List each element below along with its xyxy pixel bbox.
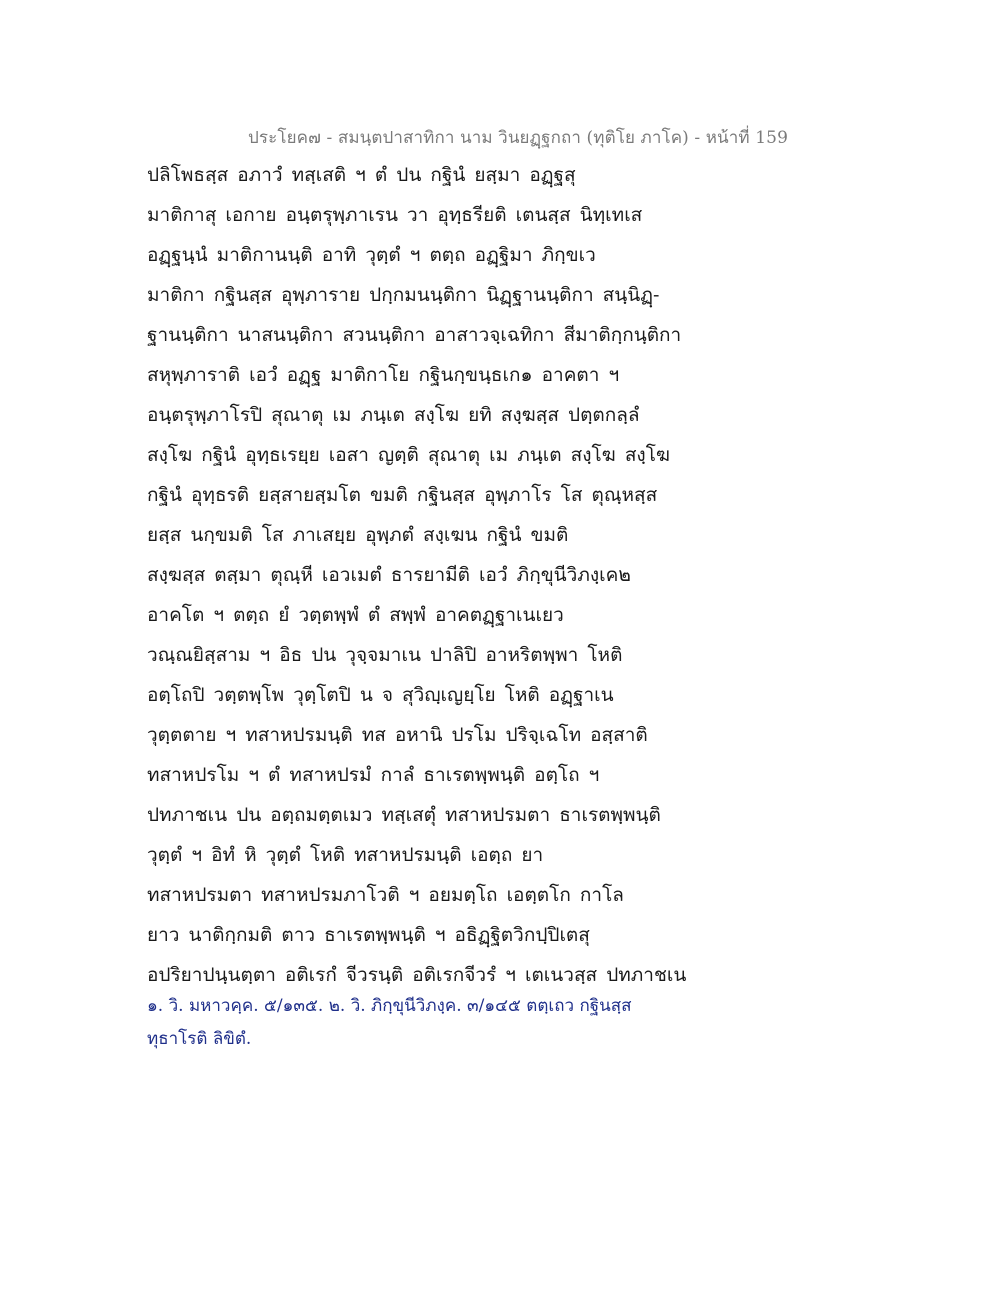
- footnote-line: ๑. วิ. มหาวคฺค. ๕/๑๓๕. ๒. วิ. ภิกฺขุนีวิภงฺค. ๓/๑๔๕ ตตฺเถว กฐินสฺส: [147, 996, 632, 1016]
- running-head: ประโยค๗ - สมนฺตปาสาทิกา นาม วินยฏฺฐกถา (ทุติโย ภาโค) - หน้าที่ 159: [248, 128, 788, 148]
- text-line: วณฺณยิสฺสาม ฯ อิธ ปน วุจฺจมาเน ปาลิปิ อาหริตพฺพา โหติ: [147, 644, 623, 666]
- text-line: ยสฺส นกฺขมติ โส ภาเสยฺย อุพฺภตํ สงฺเฆน กฐินํ ขมติ: [147, 524, 569, 546]
- text-line: วุตฺตํ ฯ อิทํ หิ วุตฺตํ โหติ ทสาหปรมนฺติ เอตฺถ ยา: [147, 844, 544, 866]
- text-line: มาติกาสุ เอกาย อนฺตรุพฺภาเรน วา อุทฺธรียติ เตนสฺส นิทฺเทเส: [147, 204, 643, 226]
- text-line: อฏฺฐนฺนํ มาติกานนฺติ อาทิ วุตฺตํ ฯ ตตฺถ อฏฺฐิมา ภิกฺขเว: [147, 244, 596, 266]
- footnote-line: ทุธาโรติ ลิขิตํ.: [147, 1029, 252, 1049]
- text-line: วุตฺตตาย ฯ ทสาหปรมนฺติ ทส อหานิ ปรโม ปริจฺเฉโท อสฺสาติ: [147, 724, 648, 746]
- text-line: อปริยาปนฺนตฺตา อติเรกํ จีวรนฺติ อติเรกจีวรํ ฯ เตเนวสฺส ปทภาชเน: [147, 964, 687, 986]
- text-line: ฐานนฺติกา นาสนนฺติกา สวนนฺติกา อาสาวจฺเฉทิกา สีมาติกฺกนฺติกา: [147, 324, 682, 346]
- text-line: สงฺโฆ กฐินํ อุทฺธเรยฺย เอสา ญตฺติ สุณาตุ เม ภนฺเต สงฺโฆ สงฺโฆ: [147, 444, 671, 466]
- text-line: ยาว นาติกฺกมติ ตาว ธาเรตพฺพนฺติ ฯ อธิฏฺฐิตวิกปฺปิเตสุ: [147, 924, 590, 946]
- text-line: ทสาหปรมตา ทสาหปรมภาโวติ ฯ อยมตฺโถ เอตฺตโก กาโล: [147, 884, 624, 906]
- text-line: สหุพฺภาราติ เอวํ อฏฺฐ มาติกาโย กฐินกฺขนฺธเก๑ อาคตา ฯ: [147, 364, 620, 386]
- text-line: ทสาหปรโม ฯ ตํ ทสาหปรมํ กาลํ ธาเรตพฺพนฺติ อตฺโถ ฯ: [147, 764, 600, 786]
- text-line: มาติกา กฐินสฺส อุพฺภาราย ปกฺกมนนฺติกา นิฏฺฐานนฺติกา สนฺนิฏฺ-: [147, 284, 660, 306]
- text-line: อตฺโถปิ วตฺตพฺโพ วุตฺโตปิ น จ สุวิญฺเญยฺโย โหติ อฏฺฐาเน: [147, 684, 614, 706]
- text-line: อาคโต ฯ ตตฺถ ยํ วตฺตพฺพํ ตํ สพฺพํ อาคตฏฺฐาเนเยว: [147, 604, 564, 626]
- text-line: สงฺฆสฺส ตสฺมา ตุณฺหี เอวเมตํ ธารยามีติ เอวํ ภิกฺขุนีวิภงฺเค๒: [147, 564, 631, 586]
- footnotes: [147, 990, 631, 1056]
- main-text: [147, 157, 686, 997]
- text-line: ปลิโพธสฺส อภาวํ ทสฺเสติ ฯ ตํ ปน กฐินํ ยสฺมา อฏฺฐสุ: [147, 164, 576, 186]
- text-line: ปทภาชเน ปน อตฺถมตฺตเมว ทสฺเสตุํ ทสาหปรมตา ธาเรตพฺพนฺติ: [147, 804, 661, 826]
- text-line: อนฺตรุพฺภาโรปิ สุณาตุ เม ภนฺเต สงฺโฆ ยทิ สงฺฆสฺส ปตฺตกลฺลํ: [147, 404, 640, 426]
- text-line: กฐินํ อุทฺธรติ ยสฺสายสฺมโต ขมติ กฐินสฺส อุพฺภาโร โส ตุณฺหสฺส: [147, 484, 658, 506]
